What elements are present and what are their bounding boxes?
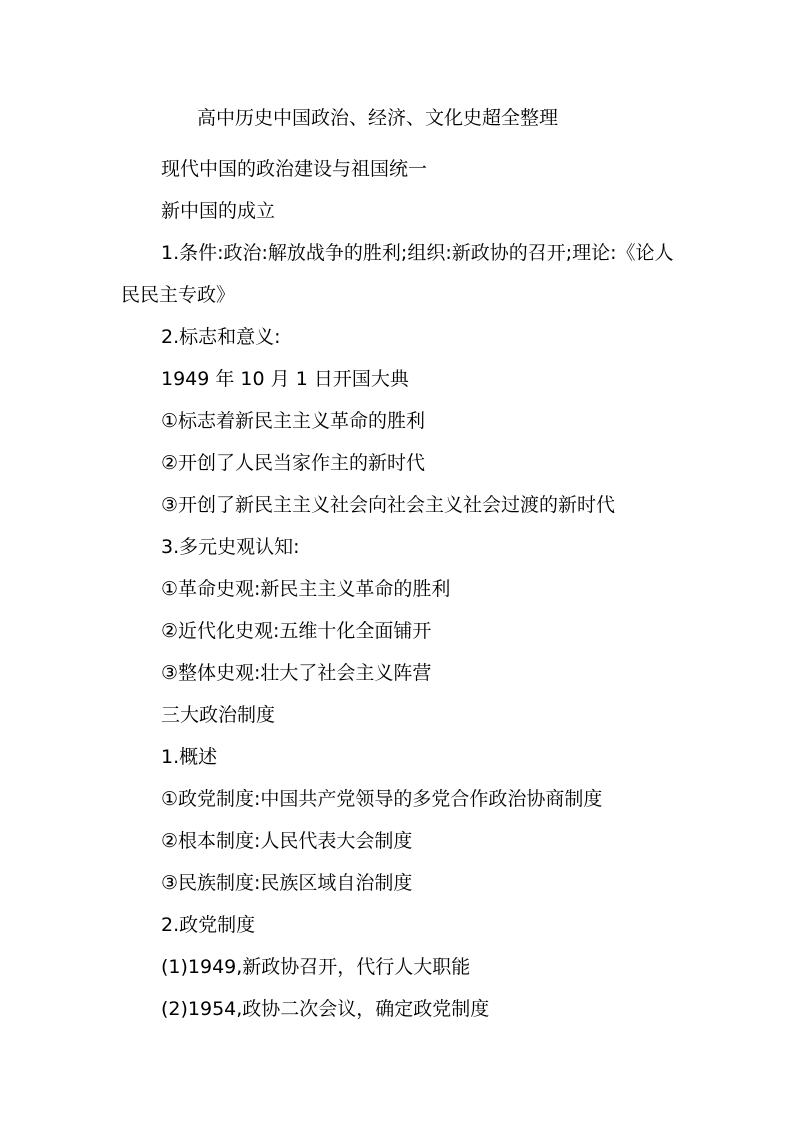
list-item: ②开创了人民当家作主的新时代 bbox=[161, 452, 426, 474]
list-item: (2)1954,政协二次会议，确定政党制度 bbox=[161, 998, 490, 1020]
paragraph-line: 1.概述 bbox=[161, 746, 218, 768]
paragraph-line: 2.政党制度 bbox=[161, 914, 256, 936]
paragraph-line: 民民主专政》 bbox=[121, 284, 236, 306]
list-item: ③整体史观:壮大了社会主义阵营 bbox=[161, 662, 432, 684]
list-item: ②近代化史观:五维十化全面铺开 bbox=[161, 620, 432, 642]
list-item: ①政党制度:中国共产党领导的多党合作政治协商制度 bbox=[161, 788, 603, 810]
paragraph-line: 1.条件:政治:解放战争的胜利;组织:新政协的召开;理论:《论人 bbox=[161, 242, 674, 264]
list-item: ①标志着新民主主义革命的胜利 bbox=[161, 410, 426, 432]
list-item: ②根本制度:人民代表大会制度 bbox=[161, 830, 413, 852]
list-item: ③民族制度:民族区域自治制度 bbox=[161, 872, 413, 894]
list-item: ③开创了新民主主义社会向社会主义社会过渡的新时代 bbox=[161, 494, 616, 516]
paragraph-line: 3.多元史观认知: bbox=[161, 536, 300, 558]
subsection-heading: 三大政治制度 bbox=[161, 704, 276, 726]
paragraph-line: 2.标志和意义: bbox=[161, 326, 281, 348]
list-item: (1)1949,新政协召开，代行人大职能 bbox=[161, 956, 471, 978]
paragraph-line: 1949 年 10 月 1 日开国大典 bbox=[161, 368, 409, 390]
list-item: ①革命史观:新民主主义革命的胜利 bbox=[161, 578, 451, 600]
subsection-heading: 新中国的成立 bbox=[161, 200, 276, 222]
section-heading: 现代中国的政治建设与祖国统一 bbox=[161, 158, 428, 180]
document-title: 高中历史中国政治、经济、文化史超全整理 bbox=[197, 107, 559, 129]
